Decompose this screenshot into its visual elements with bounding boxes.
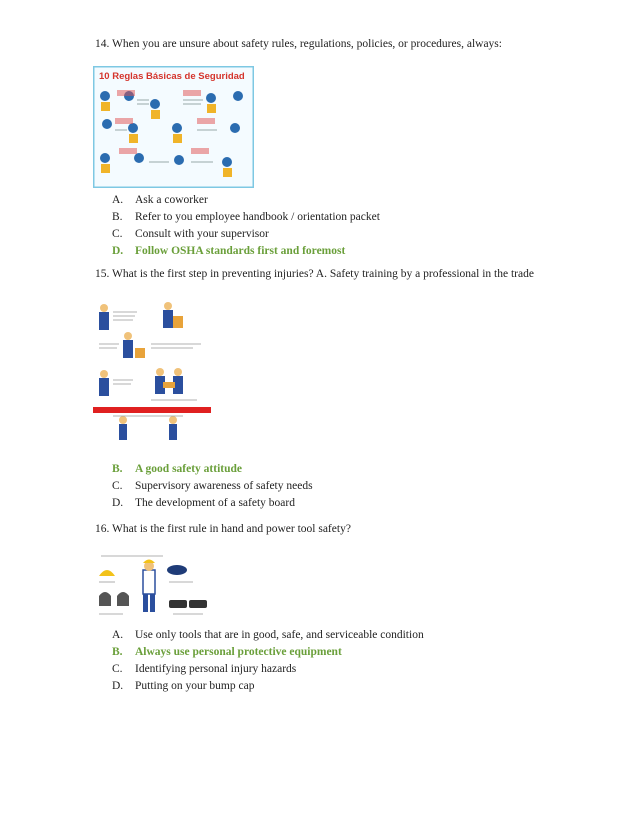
option-text: Always use personal protective equipment <box>135 646 342 658</box>
question-15-options <box>112 461 313 512</box>
question-number: 16. <box>95 523 110 535</box>
option-letter: A. <box>112 194 124 206</box>
option-c <box>112 478 313 495</box>
option-text: Putting on your bump cap <box>135 680 255 692</box>
option-d-answer <box>112 243 380 260</box>
option-letter: C. <box>112 480 123 492</box>
option-text: Supervisory awareness of safety needs <box>135 480 313 492</box>
option-text: A good safety attitude <box>135 463 243 475</box>
poster-title: 10 Reglas Básicas de Seguridad <box>99 71 245 82</box>
question-16 <box>95 523 351 535</box>
question-number: 15. <box>95 268 110 280</box>
question-text: What is the first step in preventing injuries? A. Safety training by a professional in the trade <box>112 268 534 280</box>
option-text: Use only tools that are in good, safe, and serviceable condition <box>135 629 424 641</box>
option-letter: A. <box>112 629 124 641</box>
option-a <box>112 192 380 209</box>
question-14 <box>95 38 502 50</box>
option-letter: B. <box>112 646 123 658</box>
option-letter: D. <box>112 497 124 509</box>
option-letter: D. <box>112 245 124 257</box>
option-text: The development of a safety board <box>135 497 295 509</box>
option-letter: C. <box>112 228 123 240</box>
option-a <box>112 627 424 644</box>
question-15 <box>95 268 534 280</box>
question-number: 14. <box>95 38 110 50</box>
option-c <box>112 661 424 678</box>
option-b-answer <box>112 644 424 661</box>
option-b <box>112 209 380 226</box>
safety-rules-poster-image <box>93 66 254 188</box>
question-text: What is the first rule in hand and power tool safety? <box>112 523 351 535</box>
ppe-illustration <box>93 552 213 624</box>
option-text: Refer to you employee handbook / orientation packet <box>135 211 380 223</box>
option-letter: B. <box>112 211 123 223</box>
option-letter: B. <box>112 463 123 475</box>
option-text: Identifying personal injury hazards <box>135 663 297 675</box>
option-letter: C. <box>112 663 123 675</box>
option-text: Consult with your supervisor <box>135 228 269 240</box>
option-d <box>112 495 313 512</box>
question-16-options <box>112 627 424 695</box>
option-text: Ask a coworker <box>135 194 208 206</box>
option-b-answer <box>112 461 313 478</box>
question-14-options <box>112 192 380 260</box>
question-text: When you are unsure about safety rules, regulations, policies, or procedures, always: <box>112 38 502 50</box>
injury-prevention-illustration <box>93 296 211 454</box>
option-d <box>112 678 424 695</box>
option-letter: D. <box>112 680 124 692</box>
option-text: Follow OSHA standards first and foremost <box>135 245 346 257</box>
option-c <box>112 226 380 243</box>
